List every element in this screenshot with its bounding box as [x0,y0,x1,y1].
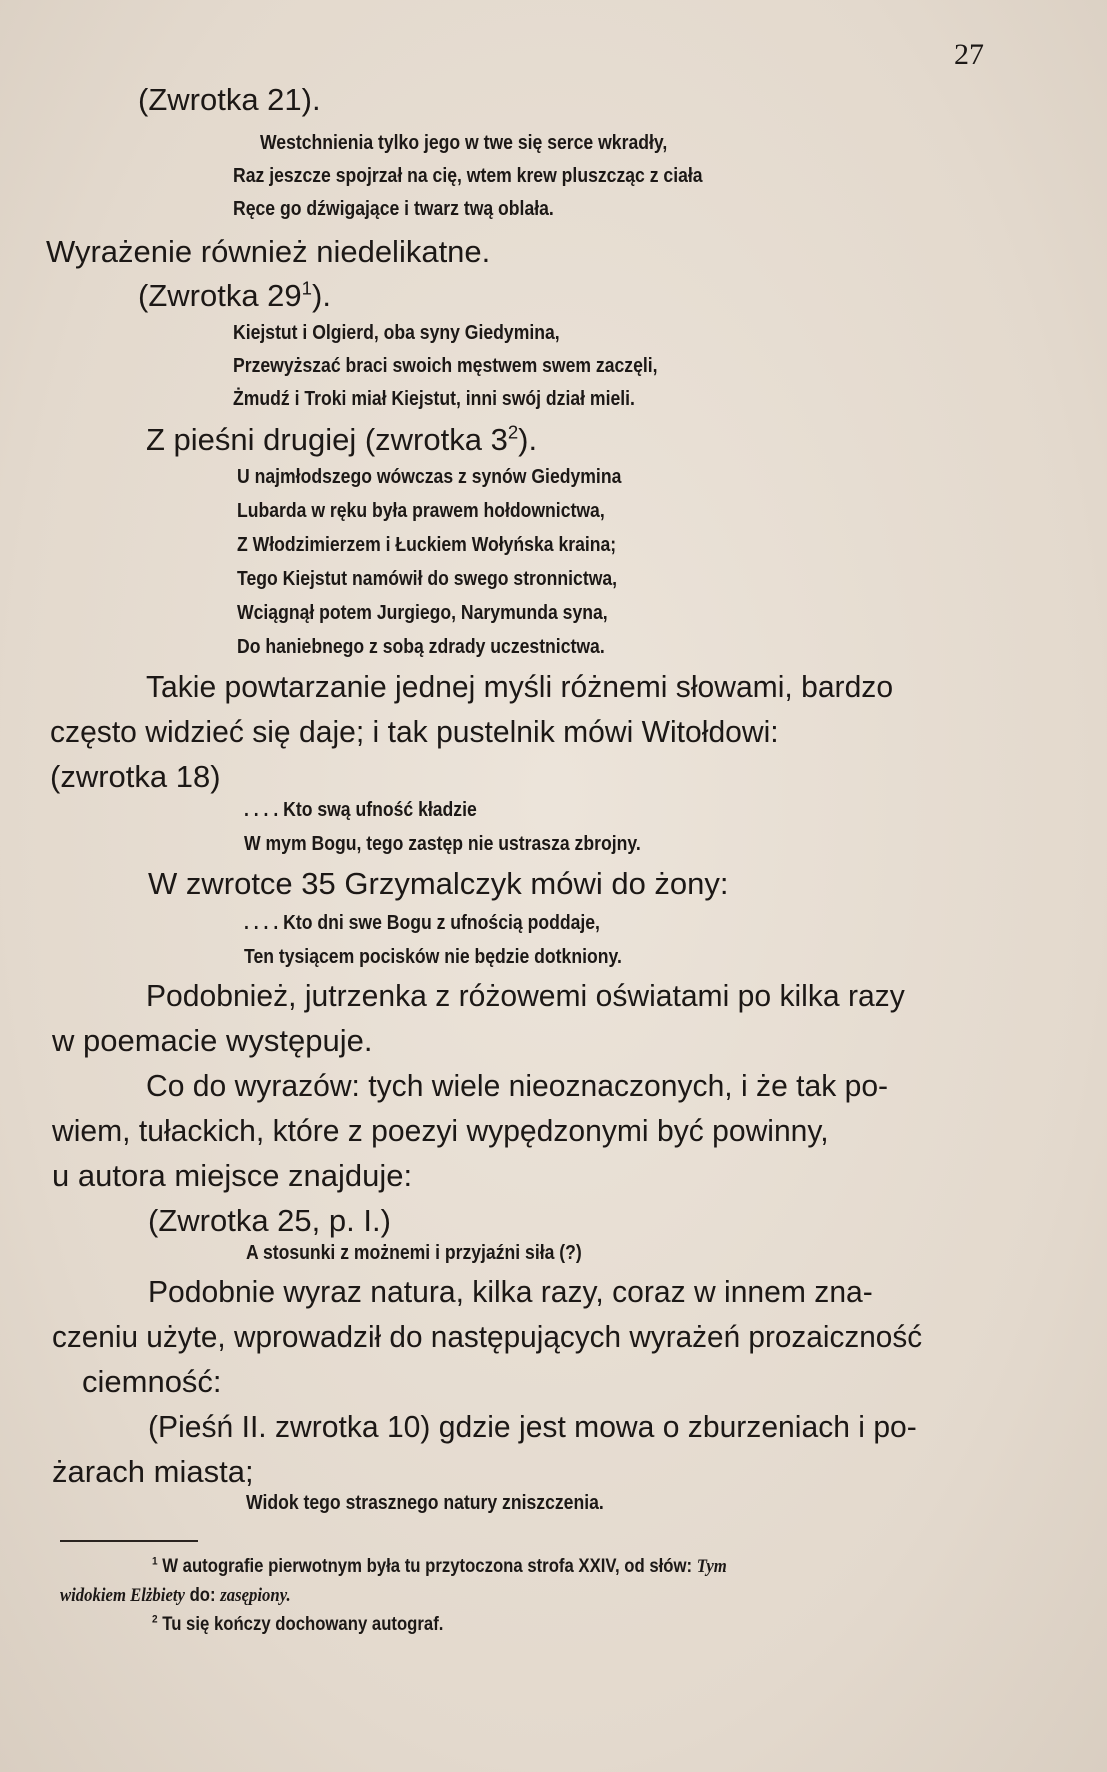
text-line: Podobnież, jutrzenka z różowemi oświatami po kilka razy [146,978,905,1013]
text-line: (Pieśń II. zwrotka 10) gdzie jest mowa o zburzeniach i po- [148,1409,917,1444]
footnote-italic: Tym [696,1556,727,1577]
verse-line: Przewyższać braci swoich męstwem swem zaczęli, [233,355,658,377]
verse-line: Raz jeszcze spojrzał na cię, wtem krew pluszcząc z ciała [233,165,703,187]
text-line: (Zwrotka 25, p. I.) [148,1203,391,1238]
verse-line: W mym Bogu, tego zastęp nie ustrasza zbrojny. [244,833,641,855]
text-line: (zwrotka 18) [50,759,221,794]
verse-line: Widok tego strasznego natury zniszczenia. [246,1492,604,1514]
footnote-ref-2[interactable]: 2 [507,421,519,443]
footnote-number: 2 [152,1613,158,1626]
verse-line: Kiejstut i Olgierd, oba syny Giedymina, [233,322,560,344]
footnote-number: 1 [152,1555,158,1568]
text-line: żarach miasta; [52,1454,254,1489]
text-fragment: (Zwrotka 29 [138,278,302,313]
footnote-italic: widokiem Elżbiety [60,1585,185,1606]
footnote-1-continued [60,1586,291,1605]
verse-line: Lubarda w ręku była prawem hołdownictwa, [237,500,605,522]
text-line [138,277,331,313]
verse-line: . . . . Kto swą ufność kładzie [244,799,477,821]
verse-line: Z Włodzimierzem i Łuckiem Wołyńska kraina; [237,534,617,556]
verse-line: Do haniebnego z sobą zdrady uczestnictwa. [237,636,605,658]
verse-line: Wciągnął potem Jurgiego, Narymunda syna, [237,602,608,624]
footnote-text: Tu się kończy dochowany autograf. [162,1614,444,1635]
text-line: u autora miejsce znajduje: [52,1158,413,1193]
text-line [146,421,538,457]
footnote-text: do: [189,1585,216,1606]
text-line: Podobnie wyraz natura, kilka razy, coraz w innem zna- [148,1274,873,1309]
text-line: (Zwrotka 21). [138,82,321,117]
text-line: często widzieć się daje; i tak pustelnik mówi Witołdowi: [50,714,779,749]
text-line: Wyrażenie również niedelikatne. [46,234,491,269]
text-fragment: ). [518,422,538,457]
footnote-1 [152,1557,727,1576]
text-line: W zwrotce 35 Grzymalczyk mówi do żony: [148,866,729,901]
text-line: wiem, tułackich, które z poezyi wypędzonymi być powinny, [52,1113,829,1148]
footnote-italic: zasępiony. [220,1585,291,1606]
verse-line: Ręce go dźwigające i twarz twą oblała. [233,198,554,220]
verse-line: U najmłodszego wówczas z synów Giedymina [237,466,622,488]
verse-line: Westchnienia tylko jego w twe się serce wkradły, [260,132,668,154]
text-fragment: Z pieśni drugiej (zwrotka 3 [146,422,508,457]
text-line: Takie powtarzanie jednej myśli różnemi słowami, bardzo [146,669,894,704]
page-number: 27 [954,38,984,71]
text-line: Co do wyrazów: tych wiele nieoznaczonych, i że tak po- [146,1068,889,1103]
footnote-2 [152,1615,443,1634]
verse-line: Ten tysiącem pocisków nie będzie dotkniony. [244,946,622,968]
footnote-divider [60,1540,198,1542]
verse-line: . . . . Kto dni swe Bogu z ufnością poddaje, [244,912,600,934]
text-line: ciemność: [82,1364,222,1399]
text-line: czeniu użyte, wprowadził do następujących wyrażeń prozaiczność [52,1319,923,1354]
verse-line: Żmudź i Troki miał Kiejstut, inni swój dział mieli. [233,388,635,410]
text-fragment: ). [312,278,331,313]
footnote-text: W autografie pierwotnym była tu przytoczona strofa XXIV, od słów: [162,1556,693,1577]
verse-line: Tego Kiejstut namówił do swego stronnictwa, [237,568,618,590]
text-line: w poemacie występuje. [52,1023,373,1058]
footnote-ref-1[interactable]: 1 [301,277,313,299]
verse-line: A stosunki z możnemi i przyjaźni siła (?) [246,1242,582,1264]
